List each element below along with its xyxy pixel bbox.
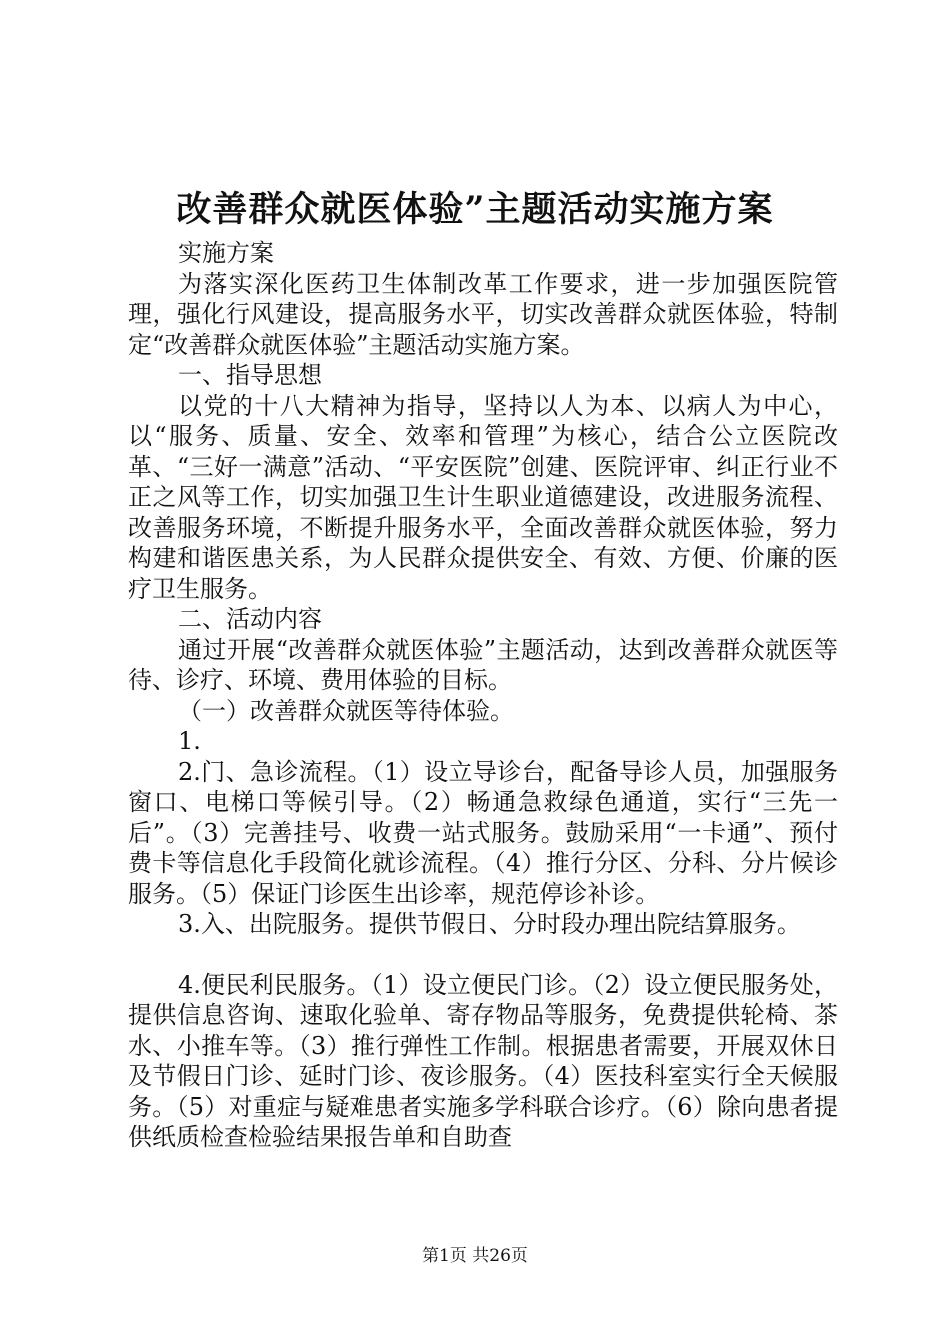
document-title: 改善群众就医体验”主题活动实施方案 xyxy=(176,189,774,230)
section-heading: 二、活动内容 xyxy=(178,605,322,633)
list-item: 1. xyxy=(178,727,201,755)
body-paragraph: 通过开展“改善群众就医体验”主题活动，达到改善群众就医等待、诊疗、环境、费用体验的目标。 xyxy=(128,635,838,694)
body-paragraph: 为落实深化医药卫生体制改革工作要求，进一步加强医院管理，强化行风建设，提高服务水平，切实改善群众就医体验，特制定“改善群众就医体验”主题活动实施方案。 xyxy=(128,269,838,359)
list-item: 4.便民利民服务。（1）设立便民门诊。（2）设立便民服务处，提供信息咨询、速取化验单、寄存物品等服务，免费提供轮椅、茶水、小推车等。（3）推行弹性工作制。根据患者需要，开展双休日及节假日门诊、延时门诊、夜诊服务。（4）医技科室实行全天候服务。（5）对重症与疑难患者实施多学科联合诊疗。（6）除向患者提供纸质检查检验结果报告单和自助查 xyxy=(128,970,838,1151)
document-body xyxy=(128,238,838,1153)
page-footer: 第1页 共26页 xyxy=(422,1246,528,1266)
list-item: 2.门、急诊流程。（1）设立导诊台，配备导诊人员，加强服务窗口、电梯口等候引导。（2）畅通急救绿色通道，实行“三先一后”。（3）完善挂号、收费一站式服务。鼓励采用“一卡通”、预付费卡等信息化手段简化就诊流程。（4）推行分区、分科、分片候诊服务。（5）保证门诊医生出诊率，规范停诊补诊。 xyxy=(128,757,838,908)
body-paragraph: 以党的十八大精神为指导，坚持以人为本、以病人为中心，以“服务、质量、安全、效率和管理”为核心，结合公立医院改革、“三好一满意”活动、“平安医院”创建、医院评审、纠正行业不正之风等工作，切实加强卫生计生职业道德建设，改进服务流程、改善服务环境，不断提升服务水平，全面改善群众就医体验，努力构建和谐医患关系，为人民群众提供安全、有效、方便、价廉的医疗卫生服务。 xyxy=(128,391,838,603)
list-item: 3.入、出院服务。提供节假日、分时段办理出院结算服务。 xyxy=(178,910,801,938)
subsection-heading: （一）改善群众就医等待体验。 xyxy=(178,696,514,725)
section-heading: 一、指导思想 xyxy=(178,361,322,389)
section-label: 实施方案 xyxy=(178,239,274,267)
